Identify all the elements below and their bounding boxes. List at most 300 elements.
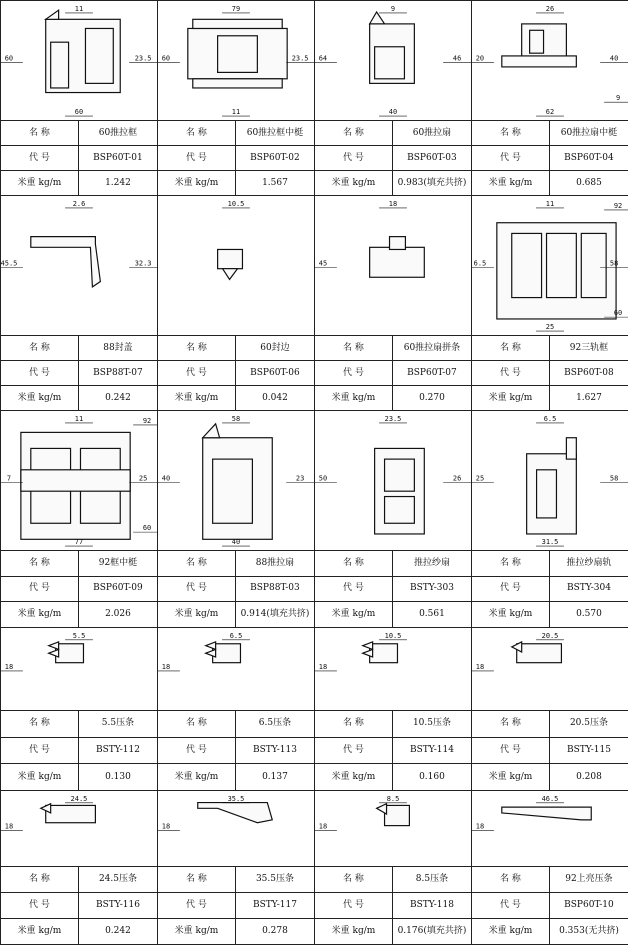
profile-outline — [566, 438, 576, 459]
weight-label: 米重 kg/m — [472, 171, 550, 196]
profile-cross-section — [472, 1, 628, 120]
name-label: 名 称 — [158, 867, 236, 893]
profile-outline — [213, 644, 241, 663]
dimension-label: 23.5 — [292, 55, 309, 63]
profile-outline — [502, 56, 577, 67]
profile-cross-section — [315, 411, 471, 550]
dimension-label: 25 — [546, 323, 554, 331]
profile-outline — [56, 644, 84, 663]
weight-value: 0.242 — [78, 386, 157, 411]
code-value: BSTY-117 — [235, 893, 314, 919]
name-label: 名 称 — [158, 551, 236, 577]
weight-row — [315, 919, 472, 945]
profile-outline — [46, 805, 96, 822]
code-row — [472, 146, 628, 171]
dimension-label: 23 — [296, 475, 304, 483]
profile-drawing — [158, 411, 314, 550]
profile-cross-section — [1, 628, 157, 710]
name-label: 名 称 — [158, 121, 236, 146]
weight-value: 0.278 — [235, 919, 314, 945]
name-value: 35.5压条 — [235, 867, 314, 893]
profile-outline — [370, 247, 425, 277]
profile-outline — [363, 649, 373, 657]
profile-info-table — [0, 335, 158, 411]
code-label: 代 号 — [158, 361, 236, 386]
profile-info-table — [0, 710, 158, 791]
dimension-label: 25 — [476, 475, 484, 483]
profile-outline — [218, 249, 243, 268]
name-row — [158, 867, 315, 893]
name-value: 20.5压条 — [549, 711, 628, 738]
dimension-label: 62 — [546, 108, 554, 116]
dimension-label: 31.5 — [542, 538, 559, 546]
profile-drawing — [158, 791, 314, 866]
name-value: 60推拉扇中梃 — [549, 121, 628, 146]
name-label: 名 称 — [158, 711, 236, 738]
dimension-label: 25 — [139, 475, 147, 483]
code-row — [1, 576, 158, 602]
code-label: 代 号 — [472, 361, 550, 386]
weight-value: 0.176(填充共挤) — [392, 919, 471, 945]
code-label: 代 号 — [315, 893, 393, 919]
name-value: 5.5压条 — [78, 711, 157, 738]
code-value: BSTY-115 — [549, 737, 628, 764]
dimension-label: 92 — [614, 202, 622, 210]
code-value: BSP60T-07 — [392, 361, 471, 386]
profile-drawing — [1, 411, 157, 550]
dimension-label: 18 — [5, 663, 13, 671]
dimension-label: 20 — [476, 55, 484, 63]
weight-row — [1, 386, 158, 411]
weight-row — [1, 171, 158, 196]
code-value: BSTY-112 — [78, 737, 157, 764]
profile-outline — [385, 805, 410, 825]
weight-row — [472, 602, 628, 628]
profile-cross-section — [472, 791, 628, 866]
code-label: 代 号 — [158, 893, 236, 919]
weight-row — [315, 386, 472, 411]
profile-info-table — [314, 335, 472, 411]
weight-value: 0.561 — [392, 602, 471, 628]
name-label: 名 称 — [1, 711, 79, 738]
code-label: 代 号 — [472, 737, 550, 764]
profile-outline — [537, 470, 557, 518]
weight-value: 0.685 — [549, 171, 628, 196]
dimension-label: 40 — [232, 538, 240, 546]
code-value: BSP60T-10 — [549, 893, 628, 919]
profile-cross-section — [472, 628, 628, 710]
profile-outline — [385, 497, 415, 524]
weight-value: 0.570 — [549, 602, 628, 628]
dimension-label: 6.5 — [544, 415, 557, 423]
profile-drawing — [1, 791, 157, 866]
profile-info-table — [157, 550, 315, 628]
profile-info-table — [471, 550, 628, 628]
code-label: 代 号 — [472, 576, 550, 602]
dimension-label: 40 — [610, 55, 618, 63]
name-row — [1, 121, 158, 146]
dimension-label: 46 — [453, 55, 461, 63]
code-label: 代 号 — [158, 737, 236, 764]
weight-label: 米重 kg/m — [158, 764, 236, 791]
code-row — [1, 361, 158, 386]
profile-outline — [85, 28, 113, 83]
profile-outline — [370, 12, 385, 24]
weight-row — [158, 919, 315, 945]
code-label: 代 号 — [315, 146, 393, 171]
dimension-label: 9 — [616, 94, 620, 102]
dimension-label: 60 — [75, 108, 83, 116]
code-row — [158, 361, 315, 386]
name-label: 名 称 — [1, 867, 79, 893]
profile-cross-section — [1, 196, 157, 335]
dimension-label: 18 — [476, 823, 484, 831]
name-label: 名 称 — [472, 551, 550, 577]
code-value: BSP60T-01 — [78, 146, 157, 171]
name-label: 名 称 — [472, 867, 550, 893]
code-row — [158, 146, 315, 171]
profile-drawing — [1, 628, 157, 710]
name-row — [472, 867, 628, 893]
dimension-label: 35.5 — [228, 795, 245, 803]
profile-cross-section — [315, 791, 471, 866]
dimension-label: 58 — [232, 415, 240, 423]
name-value: 推拉纱扇 — [392, 551, 471, 577]
profile-outline — [377, 804, 387, 814]
profile-outline — [530, 30, 544, 53]
weight-row — [315, 602, 472, 628]
profile-drawing — [158, 196, 314, 335]
dimension-label: 18 — [476, 663, 484, 671]
weight-value: 0.160 — [392, 764, 471, 791]
profile-outline — [502, 807, 591, 820]
code-label: 代 号 — [472, 893, 550, 919]
dimension-label: 50 — [319, 475, 327, 483]
profile-cross-section — [1, 411, 157, 550]
weight-label: 米重 kg/m — [315, 602, 393, 628]
dimension-label: 24.5 — [71, 795, 88, 803]
profile-info-table — [471, 866, 628, 945]
profile-outline — [390, 237, 406, 250]
profile-drawing — [472, 411, 628, 550]
code-label: 代 号 — [1, 893, 79, 919]
profile-info-table — [314, 866, 472, 945]
dimension-label: 46.5 — [542, 795, 559, 803]
profile-cross-section — [315, 628, 471, 710]
weight-row — [472, 919, 628, 945]
name-label: 名 称 — [1, 336, 79, 361]
weight-value: 2.026 — [78, 602, 157, 628]
weight-row — [472, 764, 628, 791]
name-value: 60推拉框 — [78, 121, 157, 146]
profile-outline — [49, 649, 59, 657]
dimension-label: 9 — [391, 5, 395, 13]
name-row — [158, 711, 315, 738]
weight-row — [472, 386, 628, 411]
code-value: BSP60T-09 — [78, 576, 157, 602]
name-row — [1, 551, 158, 577]
profile-cross-section — [315, 1, 471, 120]
name-row — [315, 867, 472, 893]
weight-row — [1, 764, 158, 791]
profile-outline — [49, 642, 59, 650]
weight-label: 米重 kg/m — [1, 919, 79, 945]
weight-label: 米重 kg/m — [1, 171, 79, 196]
weight-value: 0.042 — [235, 386, 314, 411]
name-row — [158, 336, 315, 361]
weight-label: 米重 kg/m — [158, 386, 236, 411]
profile-outline — [193, 19, 282, 28]
profile-outline — [51, 42, 69, 88]
dimension-label: 45.5 — [1, 260, 17, 268]
dimension-label: 26 — [546, 5, 554, 13]
weight-value: 0.270 — [392, 386, 471, 411]
code-row — [472, 361, 628, 386]
weight-row — [315, 764, 472, 791]
code-row — [315, 361, 472, 386]
dimension-label: 60 — [614, 309, 622, 317]
profile-drawing — [315, 196, 471, 335]
profile-outline — [21, 470, 130, 491]
code-label: 代 号 — [158, 576, 236, 602]
profile-outline — [375, 47, 405, 79]
code-row — [1, 893, 158, 919]
code-value: BSP60T-06 — [235, 361, 314, 386]
dimension-label: 5.5 — [73, 632, 86, 640]
name-label: 名 称 — [472, 121, 550, 146]
code-label: 代 号 — [1, 146, 79, 171]
profile-cross-section — [158, 791, 314, 866]
profile-outline — [512, 233, 542, 297]
name-label: 名 称 — [472, 336, 550, 361]
profile-cross-section — [158, 411, 314, 550]
profile-cross-section — [472, 411, 628, 550]
name-row — [472, 711, 628, 738]
name-label: 名 称 — [472, 711, 550, 738]
profile-outline — [206, 642, 216, 650]
dimension-label: 7 — [7, 475, 11, 483]
weight-label: 米重 kg/m — [158, 171, 236, 196]
name-row — [315, 711, 472, 738]
name-row — [158, 121, 315, 146]
name-label: 名 称 — [315, 711, 393, 738]
dimension-label: 11 — [546, 200, 554, 208]
profile-info-table — [157, 866, 315, 945]
code-label: 代 号 — [1, 361, 79, 386]
name-value: 60推拉扇拼条 — [392, 336, 471, 361]
dimension-label: 6.5 — [474, 260, 487, 268]
profile-outline — [198, 803, 273, 823]
profile-cross-section — [315, 196, 471, 335]
name-row — [472, 551, 628, 577]
code-label: 代 号 — [315, 361, 393, 386]
profile-info-table — [314, 710, 472, 791]
code-row — [315, 576, 472, 602]
code-row — [315, 893, 472, 919]
profile-drawing — [315, 411, 471, 550]
name-value: 6.5压条 — [235, 711, 314, 738]
weight-label: 米重 kg/m — [315, 386, 393, 411]
dimension-label: 58 — [610, 260, 618, 268]
weight-row — [1, 919, 158, 945]
code-label: 代 号 — [158, 146, 236, 171]
weight-label: 米重 kg/m — [315, 171, 393, 196]
name-row — [1, 336, 158, 361]
name-row — [315, 551, 472, 577]
code-value: BSTY-116 — [78, 893, 157, 919]
profile-drawing — [472, 791, 628, 866]
profile-drawing — [472, 1, 628, 120]
profile-outline — [363, 642, 373, 650]
weight-row — [315, 171, 472, 196]
dimension-label: 60 — [5, 55, 13, 63]
weight-value: 0.353(无共挤) — [549, 919, 628, 945]
profile-drawing — [472, 628, 628, 710]
code-row — [472, 576, 628, 602]
profile-info-table — [471, 710, 628, 791]
weight-value: 0.914(填充共挤) — [235, 602, 314, 628]
name-label: 名 称 — [158, 336, 236, 361]
name-value: 60推拉扇 — [392, 121, 471, 146]
profile-info-table — [471, 335, 628, 411]
weight-row — [1, 602, 158, 628]
weight-row — [158, 386, 315, 411]
code-label: 代 号 — [472, 146, 550, 171]
code-label: 代 号 — [315, 576, 393, 602]
code-value: BSTY-114 — [392, 737, 471, 764]
code-label: 代 号 — [315, 737, 393, 764]
dimension-label: 40 — [389, 108, 397, 116]
weight-value: 0.208 — [549, 764, 628, 791]
dimension-label: 20.5 — [542, 632, 559, 640]
name-label: 名 称 — [315, 551, 393, 577]
code-row — [472, 893, 628, 919]
dimension-label: 60 — [162, 55, 170, 63]
code-value: BSP60T-08 — [549, 361, 628, 386]
profile-info-table — [0, 866, 158, 945]
profile-cross-section — [158, 628, 314, 710]
profile-outline — [370, 644, 398, 663]
name-value: 88推拉扇 — [235, 551, 314, 577]
name-value: 8.5压条 — [392, 867, 471, 893]
code-value: BSP60T-03 — [392, 146, 471, 171]
dimension-label: 60 — [143, 524, 151, 532]
profile-info-table — [471, 120, 628, 196]
code-label: 代 号 — [1, 576, 79, 602]
name-row — [315, 121, 472, 146]
code-label: 代 号 — [1, 737, 79, 764]
weight-label: 米重 kg/m — [315, 764, 393, 791]
dimension-label: 18 — [162, 663, 170, 671]
profile-outline — [517, 644, 562, 663]
name-row — [158, 551, 315, 577]
code-row — [1, 146, 158, 171]
code-value: BSTY-303 — [392, 576, 471, 602]
profile-outline — [218, 36, 258, 73]
name-label: 名 称 — [315, 121, 393, 146]
profile-cross-section — [158, 196, 314, 335]
name-label: 名 称 — [315, 867, 393, 893]
profile-drawing — [1, 1, 157, 120]
weight-label: 米重 kg/m — [472, 764, 550, 791]
weight-value: 1.567 — [235, 171, 314, 196]
dimension-label: 8.5 — [387, 795, 400, 803]
code-row — [1, 737, 158, 764]
profile-info-table — [0, 120, 158, 196]
weight-label: 米重 kg/m — [158, 602, 236, 628]
weight-label: 米重 kg/m — [1, 764, 79, 791]
weight-value: 0.130 — [78, 764, 157, 791]
profile-outline — [46, 10, 59, 19]
weight-value: 0.983(填充共挤) — [392, 171, 471, 196]
weight-value: 1.627 — [549, 386, 628, 411]
code-value: BSTY-304 — [549, 576, 628, 602]
dimension-label: 10.5 — [228, 200, 245, 208]
profile-outline — [547, 233, 577, 297]
weight-label: 米重 kg/m — [315, 919, 393, 945]
name-value: 60推拉框中梃 — [235, 121, 314, 146]
profile-info-table — [314, 120, 472, 196]
weight-row — [158, 602, 315, 628]
profile-info-table — [314, 550, 472, 628]
profile-drawing — [315, 791, 471, 866]
code-value: BSP88T-03 — [235, 576, 314, 602]
code-row — [315, 146, 472, 171]
profile-drawing — [315, 628, 471, 710]
dimension-label: 18 — [5, 823, 13, 831]
profile-outline — [193, 79, 282, 88]
profile-cross-section — [1, 1, 157, 120]
dimension-label: 58 — [610, 475, 618, 483]
profile-drawing — [315, 1, 471, 120]
weight-label: 米重 kg/m — [1, 602, 79, 628]
dimension-label: 18 — [319, 823, 327, 831]
profile-outline — [31, 237, 101, 287]
profile-outline — [581, 233, 606, 297]
code-row — [158, 893, 315, 919]
weight-row — [158, 171, 315, 196]
name-row — [1, 867, 158, 893]
profile-outline — [203, 424, 220, 438]
name-label: 名 称 — [1, 121, 79, 146]
code-row — [472, 737, 628, 764]
dimension-label: 10.5 — [385, 632, 402, 640]
profile-info-table — [157, 120, 315, 196]
name-value: 92三轨框 — [549, 336, 628, 361]
code-value: BSP60T-02 — [235, 146, 314, 171]
code-value: BSP88T-07 — [78, 361, 157, 386]
dimension-label: 23.5 — [135, 55, 152, 63]
dimension-label: 40 — [162, 475, 170, 483]
profile-info-table — [0, 550, 158, 628]
dimension-label: 18 — [389, 200, 397, 208]
profile-outline — [206, 649, 216, 657]
dimension-label: 32.3 — [135, 260, 152, 268]
weight-label: 米重 kg/m — [472, 602, 550, 628]
name-value: 24.5压条 — [78, 867, 157, 893]
profile-info-table — [157, 710, 315, 791]
dimension-label: 79 — [232, 5, 240, 13]
profile-cross-section — [472, 196, 628, 335]
dimension-label: 18 — [162, 823, 170, 831]
name-value: 92上亮压条 — [549, 867, 628, 893]
dimension-label: 45 — [319, 260, 327, 268]
profile-drawing — [1, 196, 157, 335]
name-row — [1, 711, 158, 738]
name-value: 推拉纱扇轨 — [549, 551, 628, 577]
dimension-label: 6.5 — [230, 632, 243, 640]
name-row — [472, 121, 628, 146]
